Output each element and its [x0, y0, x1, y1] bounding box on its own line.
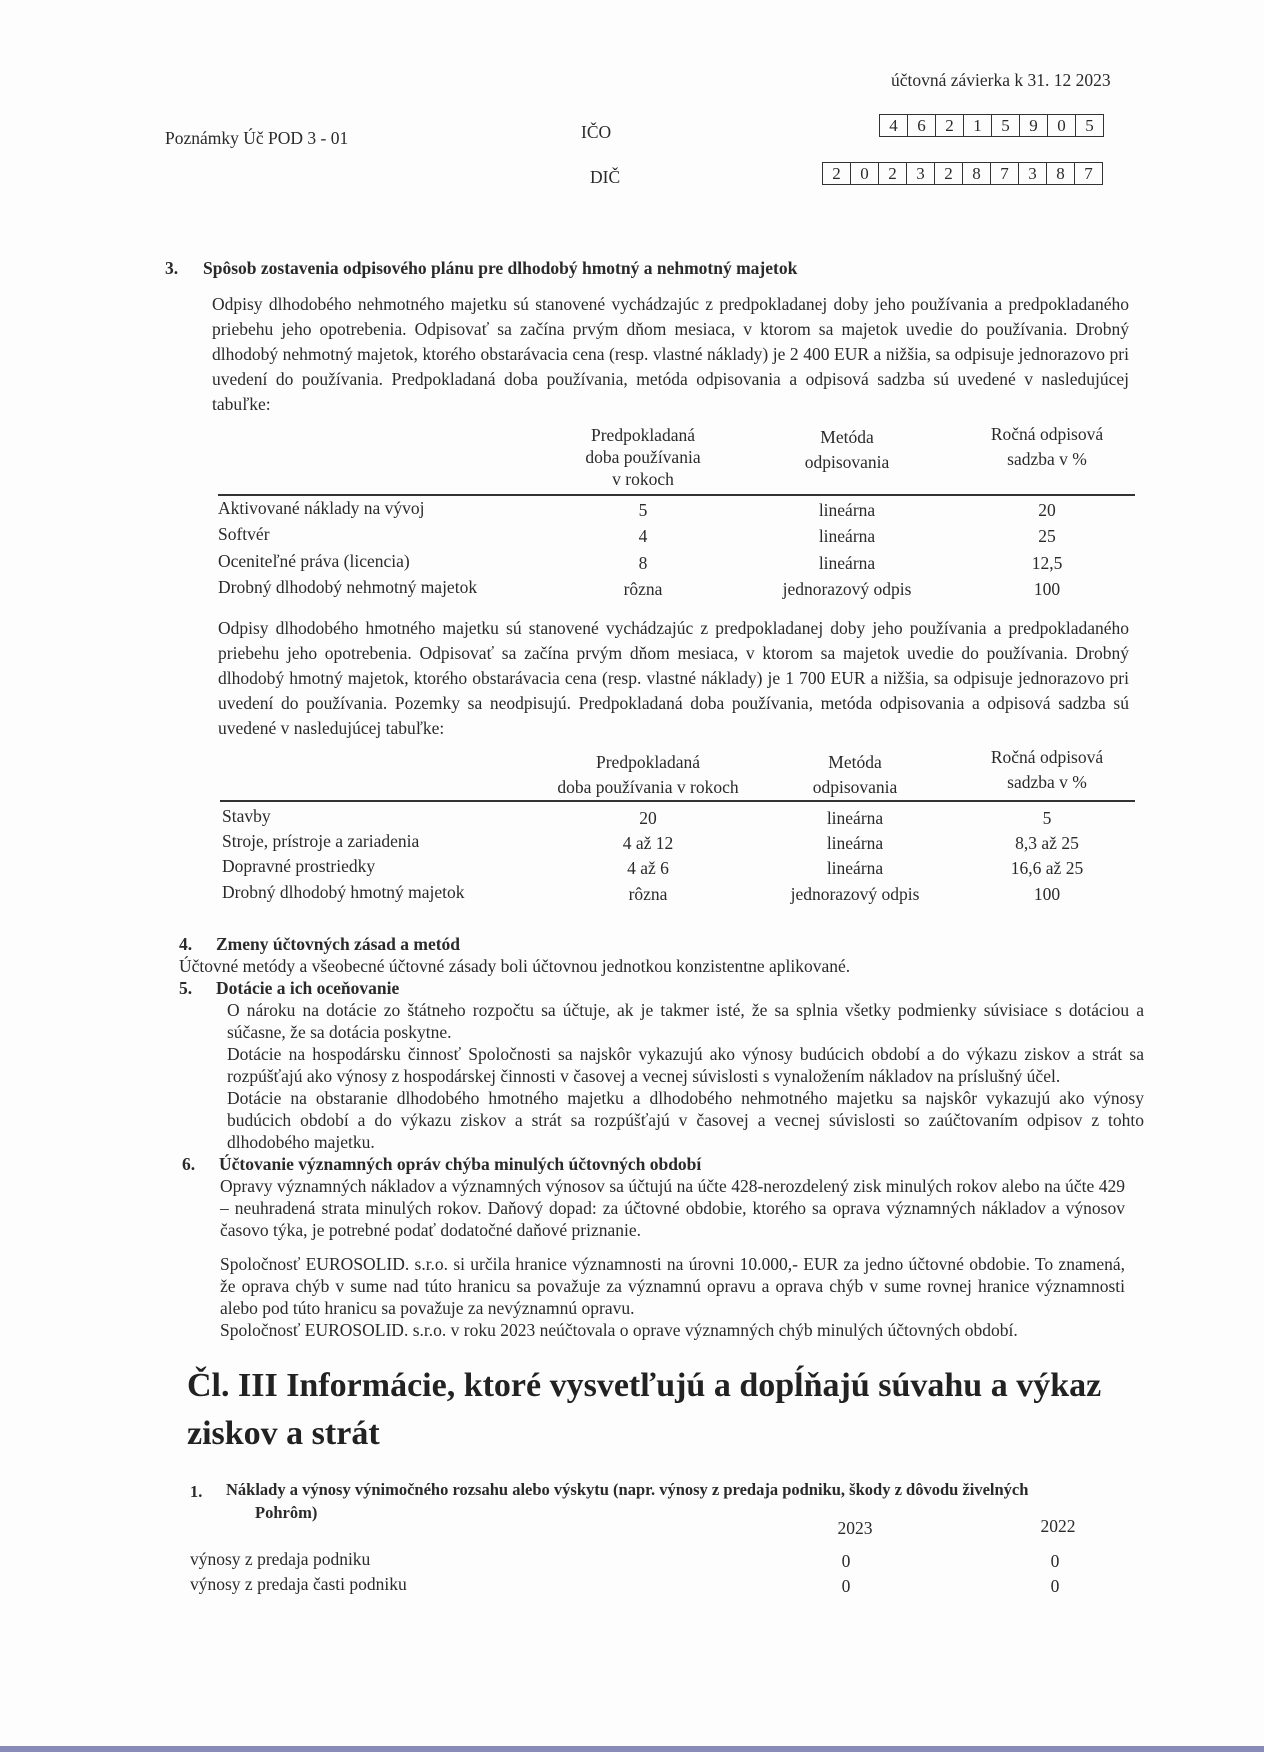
t2-h: odpisovania	[812, 777, 898, 797]
t2-h: sadzba v %	[1007, 772, 1087, 792]
section-5-heading	[179, 977, 1144, 999]
digit-box: 9	[1019, 115, 1047, 136]
section-5-number: 5.	[179, 978, 193, 998]
cell: rôzna	[623, 579, 663, 599]
digit-box: 2	[832, 164, 841, 183]
digit-box: 1	[963, 115, 991, 136]
chapter-title-line: ziskov a strát	[187, 1415, 380, 1452]
t2-h: Ročná odpisová	[990, 747, 1104, 767]
digit-box: 0	[1047, 115, 1075, 136]
t1-h: sadzba v %	[1007, 449, 1087, 469]
section-6-paragraph-2: Spoločnosť EUROSOLID. s.r.o. si určila hranice významnosti na úrovni 10.000,- EUR za jedno účtovné obdobie. To znamená, že oprava chýb v sume nad túto hranicu sa považuje za významnú opravu a oprava chýb v sume rovnej hranice významnosti alebo pod túto hranicu sa považuje za nevýznamnú opravu.	[220, 1254, 1125, 1318]
cell: rôzna	[628, 884, 668, 904]
section-3-title: Spôsob zostavenia odpisového plánu pre dlhodobý hmotný a nehmotný majetok	[203, 258, 798, 278]
section-5-paragraph-3: Dotácie na obstaranie dlhodobého hmotného majetku a dlhodobého nehmotného majetku sa najskôr vykazujú ako výnosy budúcich období a do výkazu ziskov a strát sa rozpúšťajú v časovej a vecnej súvislosti so zaúčtovaním odpisov z tohto dlhodobého majetku.	[227, 1088, 1144, 1152]
digit-box: 7	[1074, 163, 1102, 184]
t2-h: Metóda	[828, 752, 882, 772]
dic-label: DIČ	[590, 167, 621, 187]
row-label: výnosy z predaja časti podniku	[190, 1574, 407, 1594]
cell: 0	[1050, 1576, 1060, 1596]
t1-h: Predpokladaná	[590, 425, 695, 445]
ico-boxes	[879, 114, 1104, 137]
cell: 8	[638, 553, 648, 573]
t1-h: doba používania	[585, 447, 701, 467]
t1-header-duration	[585, 424, 700, 490]
cell: 0	[1050, 1551, 1060, 1571]
form-code: Poznámky Úč POD 3 - 01	[165, 128, 349, 148]
cell: 5	[1042, 808, 1052, 828]
cell: 4 až 6	[627, 858, 669, 878]
statement-date: účtovná závierka k 31. 12 2023	[891, 70, 1111, 90]
cell: 8,3 až 25	[1015, 833, 1079, 853]
section-4-heading	[179, 933, 1144, 955]
cell: 4 až 12	[622, 833, 674, 853]
cell: lineárna	[818, 526, 876, 546]
row-label: výnosy z predaja podniku	[190, 1549, 371, 1569]
sections-4-6	[179, 933, 1144, 1341]
digit-box: 4	[889, 116, 898, 135]
cell: 5	[638, 500, 648, 520]
scan-edge	[0, 1746, 1264, 1752]
cell: lineárna	[826, 833, 884, 853]
row-label: Softvér	[218, 524, 270, 544]
digit-box: 2	[935, 115, 963, 136]
row-label: Drobný dlhodobý hmotný majetok	[222, 882, 465, 902]
cell: 12,5	[1031, 553, 1063, 573]
cell: 4	[638, 526, 648, 546]
section-4-text: Účtovné metódy a všeobecné účtovné zásady boli účtovnou jednotkou konzistentne aplikované.	[179, 956, 851, 976]
row-label: Oceniteľné práva (licencia)	[218, 551, 410, 571]
chapter-title-line: Čl. III Informácie, ktoré vysvetľujú a dopĺňajú súvahu a výkaz	[187, 1367, 1102, 1404]
section-6-paragraph-1: Opravy významných nákladov a významných výnosov sa účtujú na účte 428-nerozdelený zisk minulých rokov alebo na účte 429 – neuhradená strata minulých rokov. Daňový dopad: za účtovné obdobie, ktorého sa oprava významných nákladov a výnosov časovo týka, je potrebné podať dodatočné daňové priznanie.	[220, 1176, 1125, 1240]
cell: jednorazový odpis	[790, 884, 920, 904]
section-6-number: 6.	[182, 1154, 196, 1174]
t1-h: Metóda	[820, 427, 874, 447]
cell: 16,6 až 25	[1010, 858, 1084, 878]
digit-box: 2	[934, 163, 962, 184]
cell: 20	[639, 808, 657, 828]
t1-header-method	[805, 425, 890, 475]
section-5-paragraph-1: O nároku na dotácie zo štátneho rozpočtu sa účtuje, ak je takmer isté, že sa splnia všetky podmienky súvisiace s dotáciou a súčasne, že sa dotácia poskytne.	[227, 1000, 1144, 1042]
section-5-title: Dotácie a ich oceňovanie	[216, 978, 400, 998]
dic-boxes	[822, 162, 1103, 185]
section-6-paragraph-3: Spoločnosť EUROSOLID. s.r.o. v roku 2023 neúčtovala o oprave významných chýb minulých účtovných období.	[220, 1320, 1018, 1340]
year-2023: 2023	[837, 1518, 873, 1538]
t1-h: Ročná odpisová	[990, 424, 1104, 444]
chapter-3-title	[187, 1362, 1101, 1458]
digit-box: 8	[962, 163, 990, 184]
row-label: Dopravné prostriedky	[222, 856, 376, 876]
s1-title-2: Pohrôm)	[255, 1503, 318, 1522]
cell: lineárna	[826, 858, 884, 878]
t2-header-rate	[991, 745, 1103, 795]
t2-header-method	[813, 750, 898, 800]
row-label: Stavby	[222, 806, 271, 826]
cell: 25	[1038, 526, 1056, 546]
digit-box: 5	[991, 115, 1019, 136]
section-5-paragraph-2: Dotácie na hospodársku činnosť Spoločnosti sa najskôr vykazujú ako výnosy budúcich období a do výkazu ziskov a strát sa rozpúšťajú ako výnosy z hospodárskej činnosti v časovej a vecnej súvislosti s vynaložením nákladov na príslušný účel.	[227, 1044, 1144, 1086]
t1-rule	[218, 494, 1135, 496]
digit-box: 5	[1075, 115, 1103, 136]
cell: 20	[1038, 500, 1056, 520]
section-4-number: 4.	[179, 934, 193, 954]
row-label: Stroje, prístroje a zariadenia	[222, 831, 420, 851]
t1-h: v rokoch	[612, 469, 674, 489]
digit-box: 3	[1018, 163, 1046, 184]
s1-number: 1.	[190, 1482, 203, 1501]
t2-header-duration	[557, 750, 738, 800]
section-3-paragraph-1: Odpisy dlhodobého nehmotného majetku sú stanovené vychádzajúc z predpokladanej doby jeho používania a predpokladaného priebehu jeho opotrebenia. Odpisovať sa začína prvým dňom mesiaca, v ktorom sa majetok uvedie do používania. Drobný dlhodobý nehmotný majetok, ktorého obstarávacia cena (resp. vlastné náklady) je 2 400 EUR a nižšia, sa odpisuje jednorazovo pri uvedení do používania. Predpokladaná doba používania, metóda odpisovania a odpisová sadzba sú uvedené v nasledujúcej tabuľke:	[212, 294, 1129, 414]
section-4-title: Zmeny účtovných zásad a metód	[216, 934, 461, 954]
row-label: Drobný dlhodobý nehmotný majetok	[218, 577, 478, 597]
section-3-number: 3.	[165, 258, 179, 278]
digit-box: 8	[1046, 163, 1074, 184]
t2-h: Predpokladaná	[595, 752, 700, 772]
digit-box: 7	[990, 163, 1018, 184]
cell: lineárna	[818, 553, 876, 573]
cell: 0	[841, 1576, 851, 1596]
t1-h: odpisovania	[804, 452, 890, 472]
section-6-heading	[182, 1153, 1144, 1175]
year-2022: 2022	[1040, 1516, 1076, 1536]
cell: jednorazový odpis	[782, 579, 912, 599]
s1-title: Náklady a výnosy výnimočného rozsahu alebo výskytu (napr. výnosy z predaja podniku, škody z dôvodu živelných	[226, 1480, 1029, 1499]
cell: 100	[1033, 884, 1061, 904]
t2-rule	[220, 800, 1135, 802]
digit-box: 3	[906, 163, 934, 184]
section-3-paragraph-2: Odpisy dlhodobého hmotného majetku sú stanovené vychádzajúc z predpokladanej doby jeho používania a predpokladaného priebehu jeho opotrebenia. Odpisovať sa začína prvým dňom mesiaca, v ktorom sa majetok uvedie do používania. Drobný dlhodobý hmotný majetok, ktorého obstarávacia cena (resp. vlastné náklady) je 1 700 EUR a nižšia, sa odpisuje jednorazovo pri uvedení do používania. Pozemky sa neodpisujú. Predpokladaná doba používania, metóda odpisovania a odpisová sadzba sú uvedené v nasledujúcej tabuľke:	[218, 618, 1129, 738]
t2-h: doba používania v rokoch	[557, 777, 739, 797]
digit-box: 6	[907, 115, 935, 136]
cell: lineárna	[818, 500, 876, 520]
digit-box: 2	[878, 163, 906, 184]
cell: 0	[841, 1551, 851, 1571]
section-6-title: Účtovanie významných opráv chýba minulých účtovných období	[219, 1154, 702, 1174]
t1-header-rate	[991, 422, 1103, 472]
cell: 100	[1033, 579, 1061, 599]
cell: lineárna	[826, 808, 884, 828]
digit-box: 0	[850, 163, 878, 184]
row-label: Aktivované náklady na vývoj	[218, 498, 425, 518]
ico-label: IČO	[581, 122, 612, 142]
